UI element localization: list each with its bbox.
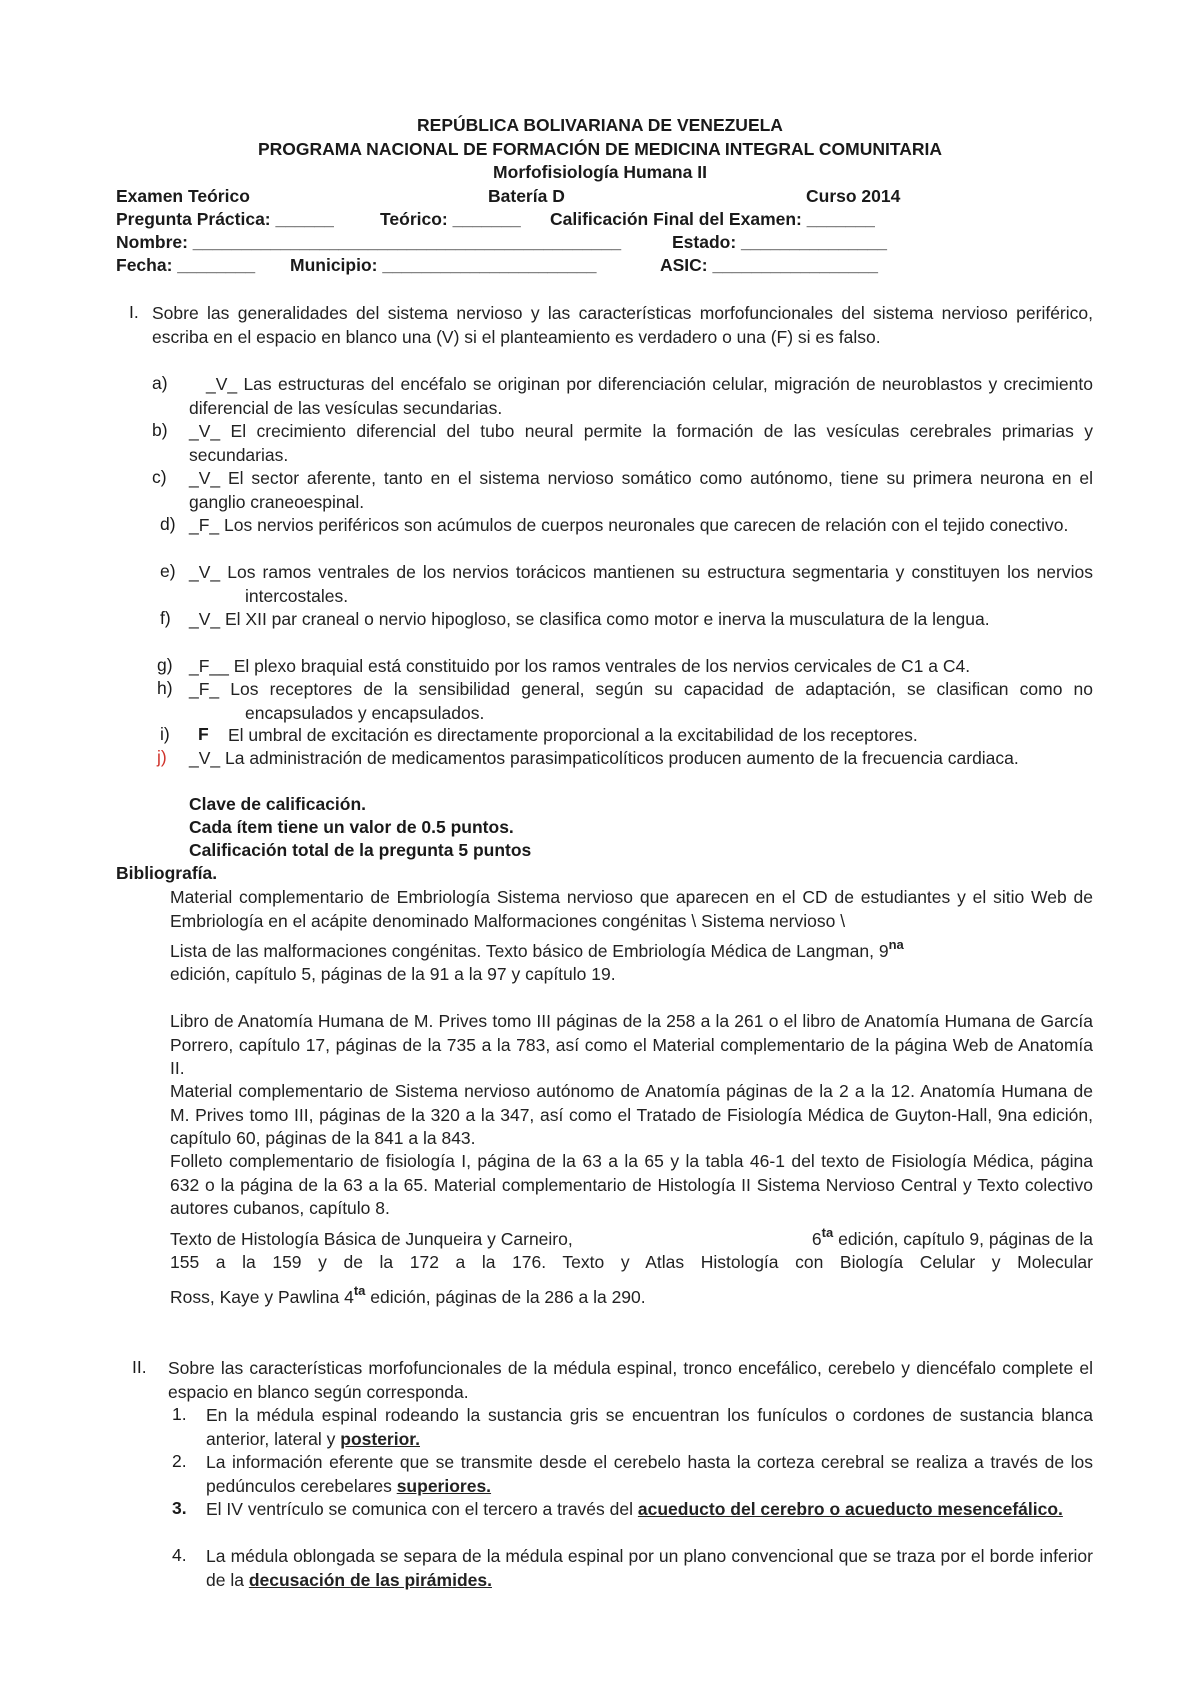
item-text: _V_ Los ramos ventrales de los nervios torácicos mantienen su estructura segmentaria y constituyen los nervios intercostales. [189,562,1093,606]
item-letter: g) [157,655,173,675]
item-text: _V_ El crecimiento diferencial del tubo neural permite la formación de las vesículas cerebrales primarias y secundarias. [189,421,1093,465]
question-text: La médula oblongada se separa de la médula espinal por un plano convencional que se traza por el borde inferior de la decusación de las pirámides. [206,1546,1093,1590]
grading-key-item-value: Cada ítem tiene un valor de 0.5 puntos. [189,817,514,837]
section2-intro: Sobre las características morfofuncionales de la médula espinal, tronco encefálico, cerebelo y diencéfalo complete el espacio en blanco según corresponda. [168,1358,1093,1402]
section1-intro: Sobre las generalidades del sistema nervioso y las características morfofuncionales del sistema nervioso periférico, escriba en el espacio en blanco una (V) si el planteamiento es verdadero o una (F) si es falso. [152,303,1093,347]
asic-field: ASIC: _________________ [660,255,878,275]
question-number: 1. [172,1404,187,1424]
grading-key-total: Calificación total de la pregunta 5 puntos [189,840,532,860]
item-letter: i) [160,724,170,744]
bibliography-title: Bibliografía. [116,863,218,883]
question-answer: acueducto del cerebro o acueducto mesencefálico. [637,1499,1063,1519]
grading-key-title: Clave de calificación. [189,794,367,814]
header-subject: Morfofisiología Humana II [493,162,707,182]
pregunta-practica-field: Pregunta Práctica: ______ [116,209,334,229]
bibliography-entry: Folleto complementario de fisiología I, página de la 63 a la 65 y la tabla 46-1 del texto de Fisiología Médica, página 632 o la página de la 63 a la 65. Material complementario de Histología II Sistema Nervioso Central y Texto colectivo autores cubanos, capítulo 8. [170,1151,1093,1218]
question-number: 4. [172,1545,187,1565]
curso-label: Curso 2014 [806,186,901,206]
item-text: _F_ Los receptores de la sensibilidad general, según su capacidad de adaptación, se clasifican como no encapsulados y encapsulados. [189,679,1093,723]
item-letter: j) [157,747,167,767]
estado-field: Estado: _______________ [672,232,888,252]
item-text: _F_ Los nervios periféricos son acúmulos de cuerpos neuronales que carecen de relación con el tejido conectivo. [189,515,1069,535]
bateria-label: Batería D [488,186,565,206]
bibliography-entry: Libro de Anatomía Humana de M. Prives tomo III páginas de la 258 a la 261 o el libro de Anatomía Humana de García Porrero, capítulo 17, páginas de la 735 a la 783, así como el Material complementario de la página Web de Anatomía II. [170,1011,1093,1078]
calificacion-final-field: Calificación Final del Examen: _______ [550,209,875,229]
question-number: 2. [172,1451,187,1471]
section2-number: II. [132,1357,147,1377]
exam-type: Examen Teórico [116,186,250,206]
item-letter: b) [152,420,168,440]
bibliography-entry: Lista de las malformaciones congénitas. Texto básico de Embriología Médica de Langman, $9^{na}$ [170,937,904,961]
item-text: _V_ El sector aferente, tanto en el sistema nervioso somático como autónomo, tiene su primera neurona en el ganglio craneoespinal. [189,468,1093,512]
question-answer: superiores. [396,1475,492,1496]
item-letter: c) [152,467,167,487]
bibliography-entry: Material complementario de Embriología Sistema nervioso que aparecen en el CD de estudiantes y el sitio Web de Embriología en el acápite denominado Malformaciones congénitas \ Sistema nervioso \ [170,887,1093,931]
item-text: _V_ Las estructuras del encéfalo se originan por diferenciación celular, migración de neuroblastos y crecimiento diferencial de las vesículas secundarias. [189,374,1093,418]
item-letter: d) [160,514,176,534]
municipio-field: Municipio: ______________________ [290,255,597,275]
bibliography-entry: 155 a la 159 y de la 172 a la 176. Texto y Atlas Histología con Biología Celular y Molecular [170,1252,1093,1272]
teorico-field: Teórico: _______ [380,209,521,229]
item-text: _F__ El plexo braquial está constituido por los ramos ventrales de los nervios cervicales de C1 a C4. [189,656,971,676]
question-text: En la médula espinal rodeando la sustancia gris se encuentran los funículos o cordones de sustancia blanca anterior, lateral y posterior. [206,1405,1093,1449]
question-text: El IV ventrículo se comunica con el tercero a través del acueducto del cerebro o acueducto mesencefálico. [206,1499,1063,1519]
item-text: _V_ El XII par craneal o nervio hipogloso, se clasifica como motor e inerva la musculatura de la lengua. [189,609,990,629]
question-answer: decusación de las pirámides. [248,1569,492,1590]
item-letter: a) [152,373,168,393]
section1-number: I. [129,302,139,322]
item-letter: e) [160,561,176,581]
bibliography-entry: Material complementario de Sistema nervioso autónomo de Anatomía páginas de la 2 a la 12. Anatomía Humana de M. Prives tomo III, páginas de la 320 a la 347, así como el Tratado de Fisiología Médica de Guyton-Hall, 9na edición, capítulo 60, páginas de la 841 a la 843. [170,1081,1093,1148]
bibliography-entry: Ross, Kaye y Pawlina $4^{ta}$ edición, páginas de la 286 a la 290. [170,1283,646,1307]
question-answer: posterior. [340,1428,420,1449]
item-letter: f) [160,608,171,628]
header-program: PROGRAMA NACIONAL DE FORMACIÓN DE MEDICINA INTEGRAL COMUNITARIA [257,139,943,159]
bibliography-entry: Texto de Histología Básica de Junqueira y Carneiro, $6^{ta}$ edición, capítulo 9, páginas de la [170,1225,1093,1249]
item-text: _V_ La administración de medicamentos parasimpaticolíticos producen aumento de la frecuencia cardiaca. [189,748,1019,768]
question-number: 3. [172,1498,187,1518]
item-text: El umbral de excitación es directamente proporcional a la excitabilidad de los receptores. [228,725,918,745]
question-text: La información eferente que se transmite desde el cerebelo hasta la corteza cerebral se realiza a través de los pedúnculos cerebelares superiores. [206,1452,1093,1496]
bibliography-entry: edición, capítulo 5, páginas de la 91 a la 97 y capítulo 19. [170,964,616,984]
fecha-field: Fecha: ________ [116,255,256,275]
item-letter: h) [157,678,173,698]
header-country: REPÚBLICA BOLIVARIANA DE VENEZUELA [417,115,783,135]
nombre-field: Nombre: ____________________________________________ [116,232,622,252]
item-answer: F [198,724,209,744]
